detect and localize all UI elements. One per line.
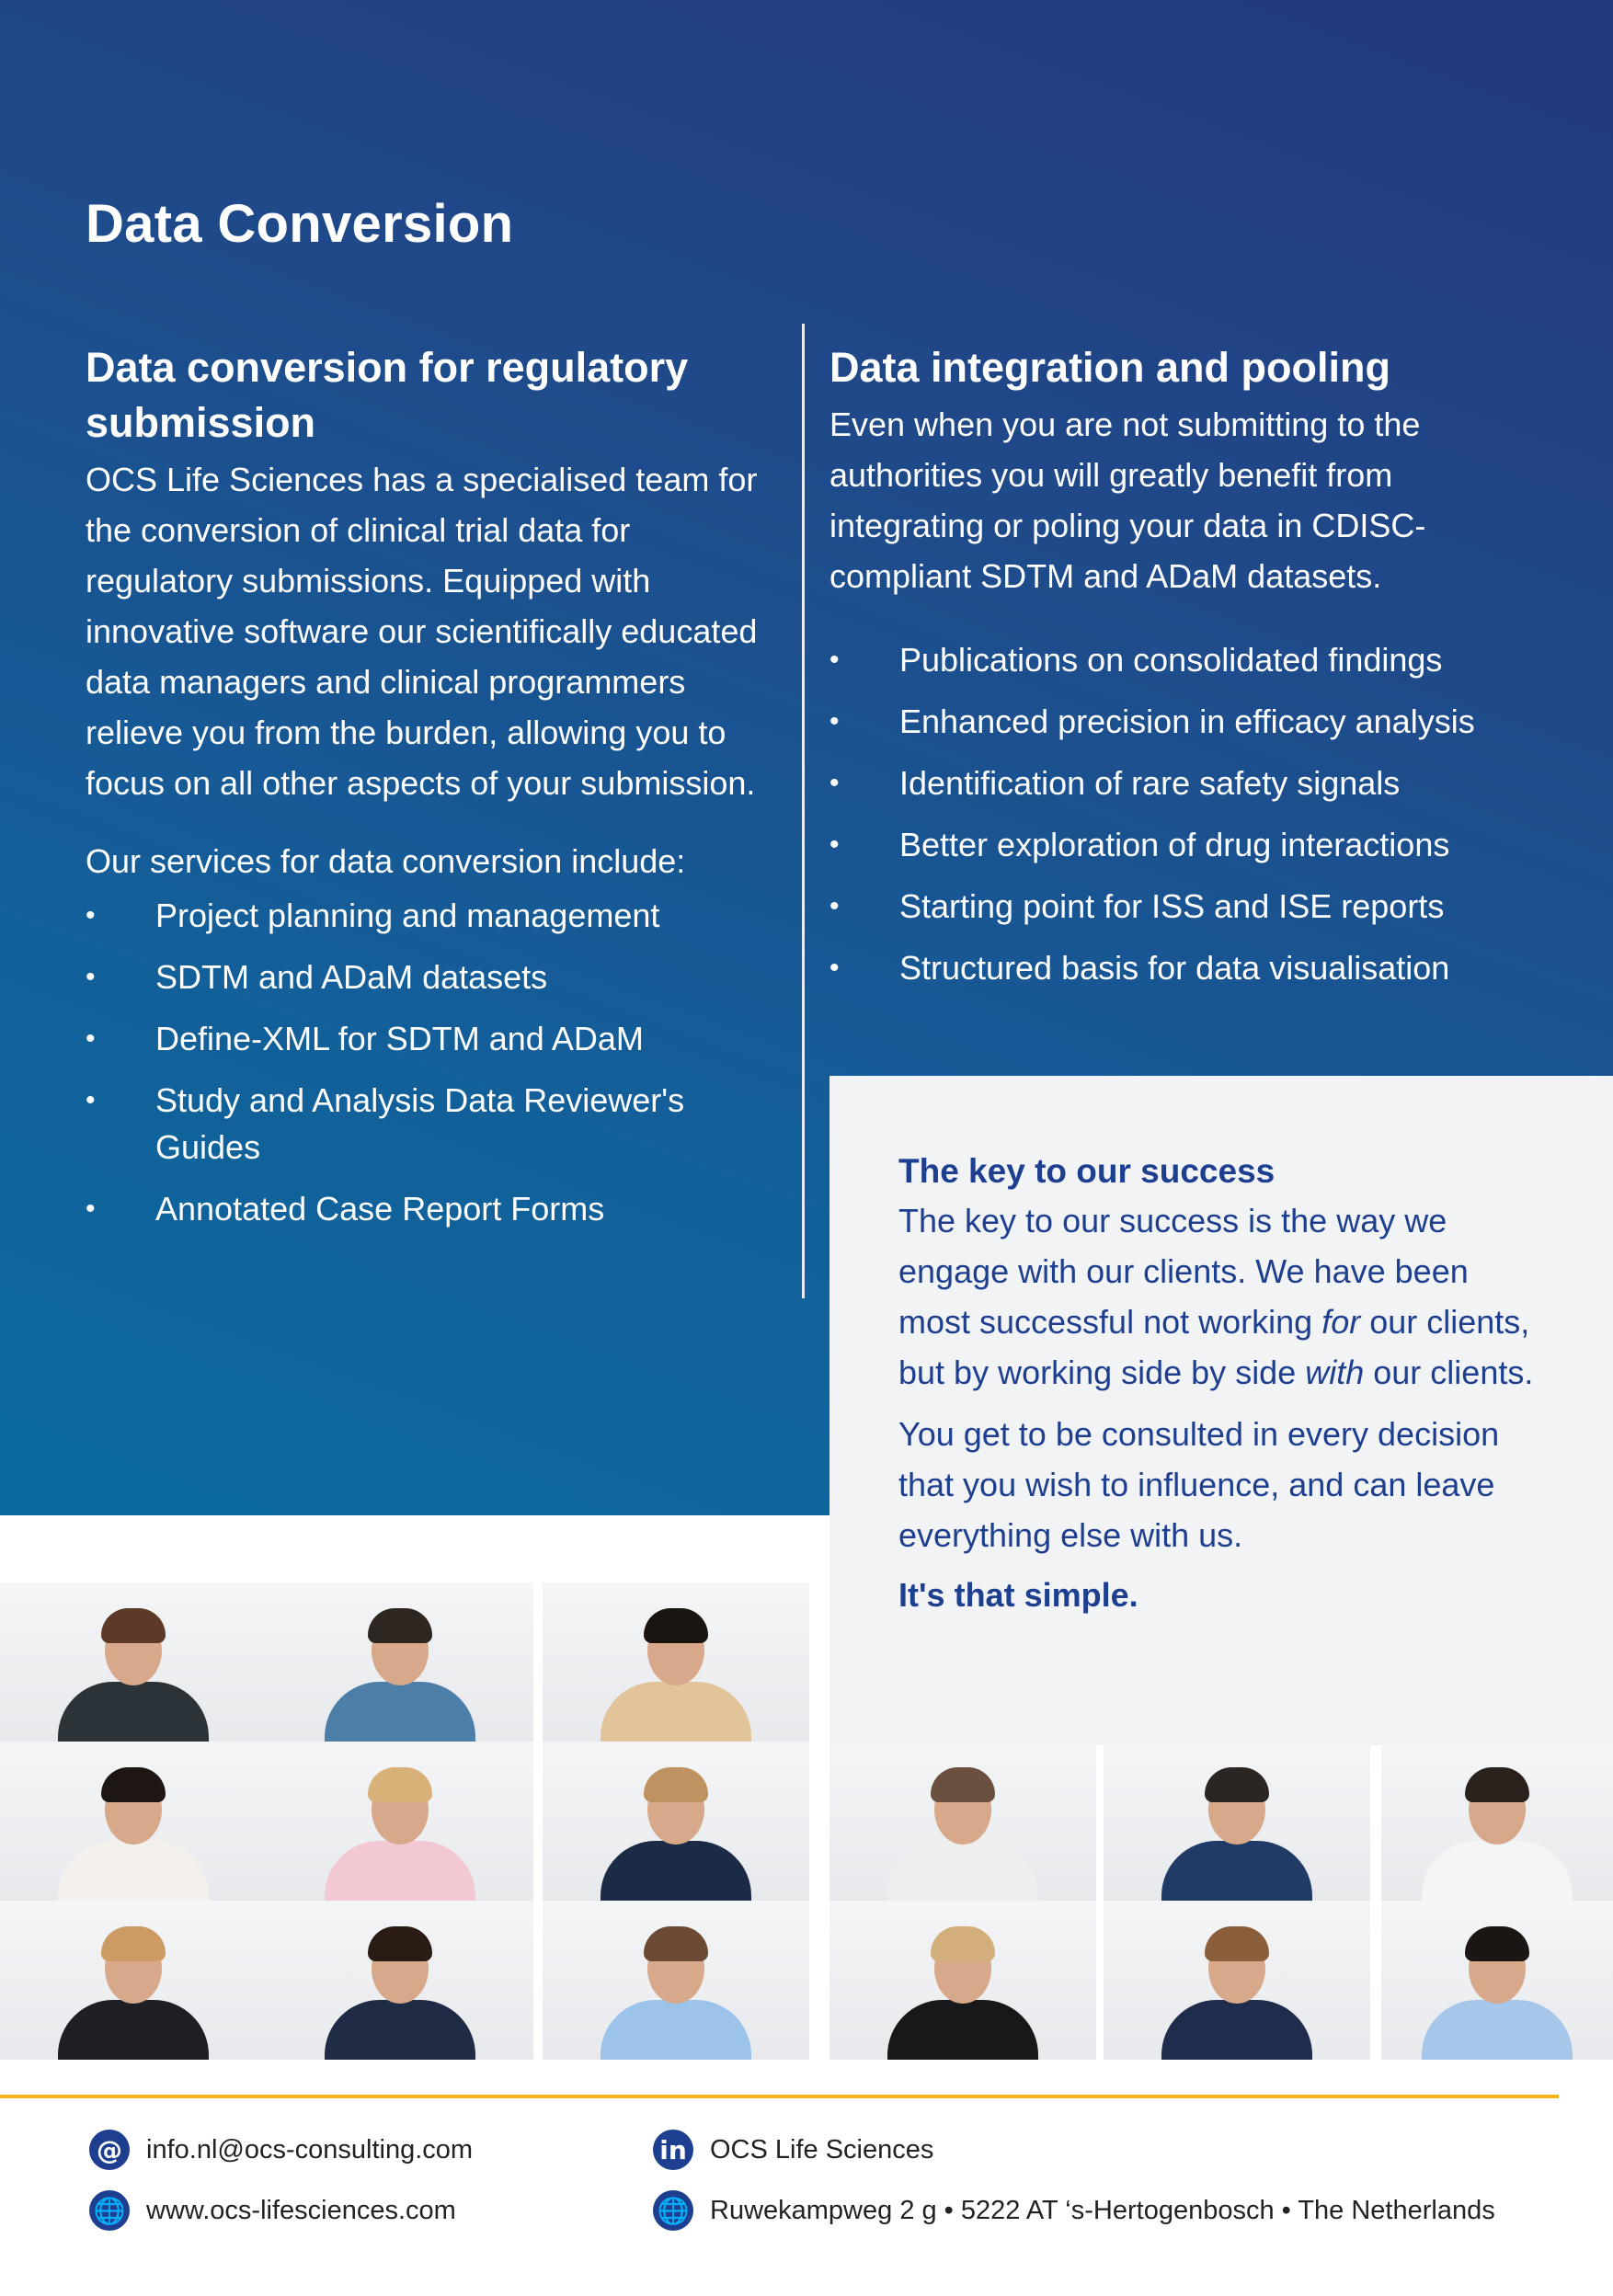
bullet-icon: • [829,891,840,921]
email-link[interactable]: info.nl@ocs-consulting.com [146,2134,474,2165]
bullet-icon: • [829,645,840,675]
email-contact[interactable] [89,2130,473,2170]
website-link[interactable]: www.ocs-lifesciences.com [146,2195,456,2225]
list-item: • Better exploration of drug interactions [829,821,1547,868]
person-torso [325,2000,475,2060]
website-contact[interactable] [89,2190,456,2231]
list-item: • Starting point for ISS and ISE reports [829,883,1547,930]
person-torso [58,2000,209,2060]
bullet-icon: • [86,962,96,992]
person-torso [325,1682,475,1742]
list-item: • Annotated Case Report Forms [86,1185,766,1232]
list-item: • Identification of rare safety signals [829,760,1547,806]
integration-body: Even when you are not submitting to the authorities you will greatly benefit from integrating or poling your data in CDISC-compliant SDTM and ADaM datasets. [829,406,1426,595]
email-icon: @ [89,2130,130,2170]
team-member-photo [1381,1742,1613,1901]
list-item: • Structured basis for data visualisation [829,944,1547,991]
person-hair [931,1926,995,1961]
team-member-photo [267,1901,533,2060]
bullet-icon: • [86,1023,96,1054]
team-member-photo [1104,1901,1370,2060]
consulted-paragraph: You get to be consulted in every decision that you wish to influence, and can leave everything else with us. [898,1415,1500,1554]
location-icon: 🌐 [653,2190,693,2231]
team-member-photo [267,1582,533,1742]
team-member-photo [829,1742,1096,1901]
person-hair [1465,1767,1529,1802]
bullet-icon: • [86,1085,96,1115]
bullet-icon: • [86,1194,96,1224]
list-item: • Publications on consolidated findings [829,636,1547,683]
bullet-icon: • [829,953,840,983]
team-member-photo [0,1582,267,1742]
person-hair [368,1926,432,1961]
linkedin-link[interactable]: OCS Life Sciences [710,2134,934,2165]
person-torso [1161,1841,1312,1901]
footer-rule [0,2095,1559,2098]
services-list [86,892,766,1232]
person-torso [58,1841,209,1901]
bullet-icon: • [86,900,96,931]
regulatory-section [86,340,766,1247]
list-item: • SDTM and ADaM datasets [86,954,766,1000]
regulatory-heading: Data conversion for regulatory submission [86,344,689,446]
person-torso [58,1682,209,1742]
team-member-photo [543,1582,809,1742]
person-hair [101,1767,166,1802]
team-member-photo [829,1901,1096,2060]
globe-icon: 🌐 [89,2190,130,2231]
team-member-photo [0,1901,267,2060]
team-member-photo [1104,1742,1370,1901]
column-divider [802,324,805,1298]
key-success-heading: The key to our success [898,1152,1276,1190]
person-torso [887,2000,1038,2060]
person-torso [601,1682,751,1742]
person-hair [368,1767,432,1802]
person-torso [601,1841,751,1901]
bullet-icon: • [829,829,840,860]
team-member-photo [543,1901,809,2060]
person-torso [887,1841,1038,1901]
person-torso [601,2000,751,2060]
person-hair [931,1767,995,1802]
address-text: Ruwekampweg 2 g • 5222 AT ‘s-Hertogenbosch • The Netherlands [710,2195,1495,2225]
list-item: • Define-XML for SDTM and ADaM [86,1015,766,1062]
person-torso [325,1841,475,1901]
person-torso [1422,1841,1573,1901]
list-item: • Study and Analysis Data Reviewer's Guides [86,1077,766,1171]
key-success-paragraph: The key to our success is the way we engage with our clients. We have been most successful not working for our clients, but by working side by side with our clients. [898,1202,1534,1391]
person-hair [644,1608,708,1643]
person-hair [368,1608,432,1643]
linkedin-icon: in [653,2130,693,2170]
person-torso [1422,2000,1573,2060]
person-hair [101,1608,166,1643]
linkedin-contact[interactable] [653,2130,933,2170]
page-title: Data Conversion [86,194,514,254]
key-success-panel [829,1076,1613,1745]
key-success-content [898,1148,1542,1620]
person-hair [644,1926,708,1961]
person-hair [1205,1926,1269,1961]
benefits-list [829,636,1547,991]
team-member-photo [543,1742,809,1901]
bullet-icon: • [829,768,840,798]
simple-tagline: It's that simple. [898,1576,1138,1614]
bullet-icon: • [829,706,840,737]
team-member-photo [267,1742,533,1901]
person-torso [1161,2000,1312,2060]
person-hair [101,1926,166,1961]
integration-heading: Data integration and pooling [829,344,1390,391]
list-item: • Project planning and management [86,892,766,939]
integration-section [829,340,1547,1006]
regulatory-body: OCS Life Sciences has a specialised team for the conversion of clinical trial data for regulatory submissions. Equipped with innovative software our scientifically educated data managers and clinical programmers relieve you from the burden, allowing you to focus on all other aspects of your submission. [86,461,758,802]
team-member-photo [1381,1901,1613,2060]
person-hair [644,1767,708,1802]
person-hair [1465,1926,1529,1961]
services-intro: Our services for data conversion include: [86,842,686,880]
team-member-photo [0,1742,267,1901]
person-hair [1205,1767,1269,1802]
list-item: • Enhanced precision in efficacy analysis [829,698,1547,745]
address-contact [653,2190,1495,2231]
